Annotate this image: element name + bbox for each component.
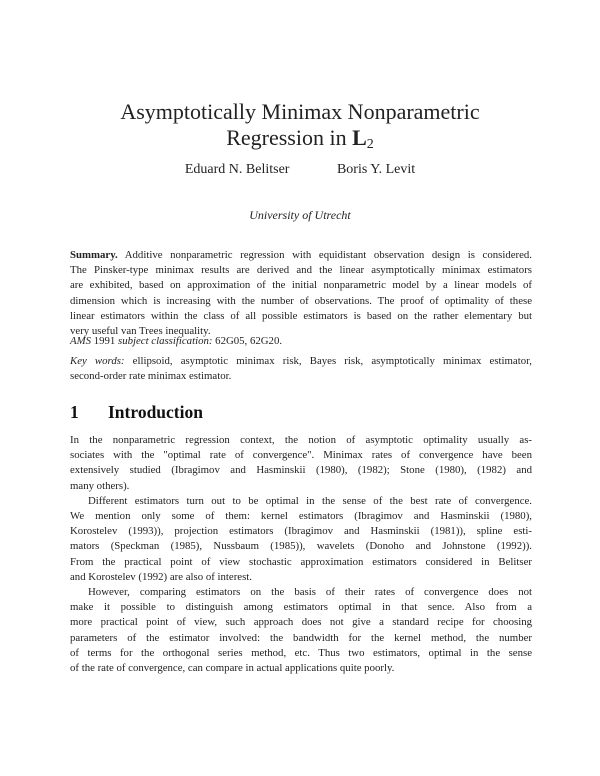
paragraph bbox=[70, 494, 532, 585]
paper-title-line-2 bbox=[0, 125, 600, 158]
body-line: make it possible to distinguish among estimators optimal in that sence. Also from a bbox=[70, 601, 532, 614]
abstract-line: Summary. Additive nonparametric regression with equidistant observation design is considered. bbox=[70, 249, 533, 261]
paper-title-math-subscript: 2 bbox=[366, 137, 374, 152]
paragraph bbox=[70, 585, 532, 676]
abstract-line: very useful van Trees inequality. bbox=[70, 325, 211, 338]
author-name: Eduard N. Belitser bbox=[184, 162, 290, 177]
body-line: Different estimators turn out to be optimal in the sense of the best rate of convergence. bbox=[88, 494, 532, 507]
body-line: From the practical point of view stochastic approximation estimators considered in Belitser bbox=[70, 555, 532, 568]
author-list bbox=[0, 162, 600, 178]
abstract-label: Summary. bbox=[70, 249, 118, 261]
keywords-label: Key words: bbox=[70, 355, 125, 367]
abstract-line: The Pinsker-type minimax results are derived and the linear asymptotically minimax estimators bbox=[70, 264, 532, 277]
abstract bbox=[70, 248, 532, 339]
keywords bbox=[70, 354, 532, 384]
body-line: parameters of the estimator involved: the bandwidth for the kernel method, the number bbox=[70, 631, 532, 644]
body-line: Korostelev (1993)), projection estimators (Ibragimov and Hasminskii (1981)), spline esti- bbox=[70, 525, 532, 538]
ams-classification bbox=[70, 334, 532, 349]
paper-title-math-symbol: L bbox=[352, 125, 367, 150]
paper-title-line-2-text: Regression in bbox=[226, 125, 353, 150]
ams-line: AMS 1991 subject classification: 62G05, 62G20. bbox=[70, 335, 283, 347]
body-line: and Korostelev (1992) are also of interest. bbox=[70, 570, 252, 583]
body-line: We mention only some of them: kernel estimators (Ibragimov and Hasminskii (1980), bbox=[70, 510, 532, 523]
section-heading bbox=[70, 402, 203, 423]
keywords-line: second-order rate minimax estimator. bbox=[70, 370, 232, 383]
abstract-line: linear estimators within the class of all possible estimators is based on the rather elementary but bbox=[70, 309, 532, 322]
body-line: mators (Speckman (1985), Nussbaum (1985)), wavelets (Donoho and Johnstone (1992)). bbox=[70, 540, 532, 553]
body-line: extensively studied (Ibragimov and Hasminskii (1980), (1982); Stone (1980), (1982) and bbox=[70, 464, 532, 477]
author-name: Boris Y. Levit bbox=[336, 162, 416, 177]
body-line: of the rate of convergence, can compare in actual applications quite poorly. bbox=[70, 662, 395, 675]
keywords-line: Key words: ellipsoid, asymptotic minimax risk, Bayes risk, asymptotically minimax estimator, bbox=[70, 355, 532, 367]
section-number: 1 bbox=[70, 402, 79, 422]
paper-title-line-1: Asymptotically Minimax Nonparametric bbox=[120, 99, 480, 124]
body-line: sociates with the "optimal rate of convergence". Minimax rates of convergence have been bbox=[70, 449, 532, 462]
paragraph bbox=[70, 433, 532, 494]
body-line: In the nonparametric regression context, the notion of asymptotic optimality usually as- bbox=[70, 434, 532, 446]
affiliation: University of Utrecht bbox=[249, 208, 351, 222]
abstract-line: are exhibited, based on approximation of the initial nonparametric model by a linear models of bbox=[70, 279, 532, 292]
body-line: of terms for the orthogonal series method, etc. Thus two estimators, optimal in the sense bbox=[70, 646, 532, 659]
introduction-body bbox=[70, 433, 532, 676]
abstract-line: dimension which is increasing with the number of observations. The proof of optimality of these bbox=[70, 294, 532, 307]
section-title: Introduction bbox=[108, 402, 203, 422]
body-line: However, comparing estimators on the basis of their rates of convergence does not bbox=[88, 586, 532, 599]
body-line: many others). bbox=[70, 479, 130, 492]
body-line: more practical point of view, such approach does not give a standard recipe for choosing bbox=[70, 616, 532, 629]
